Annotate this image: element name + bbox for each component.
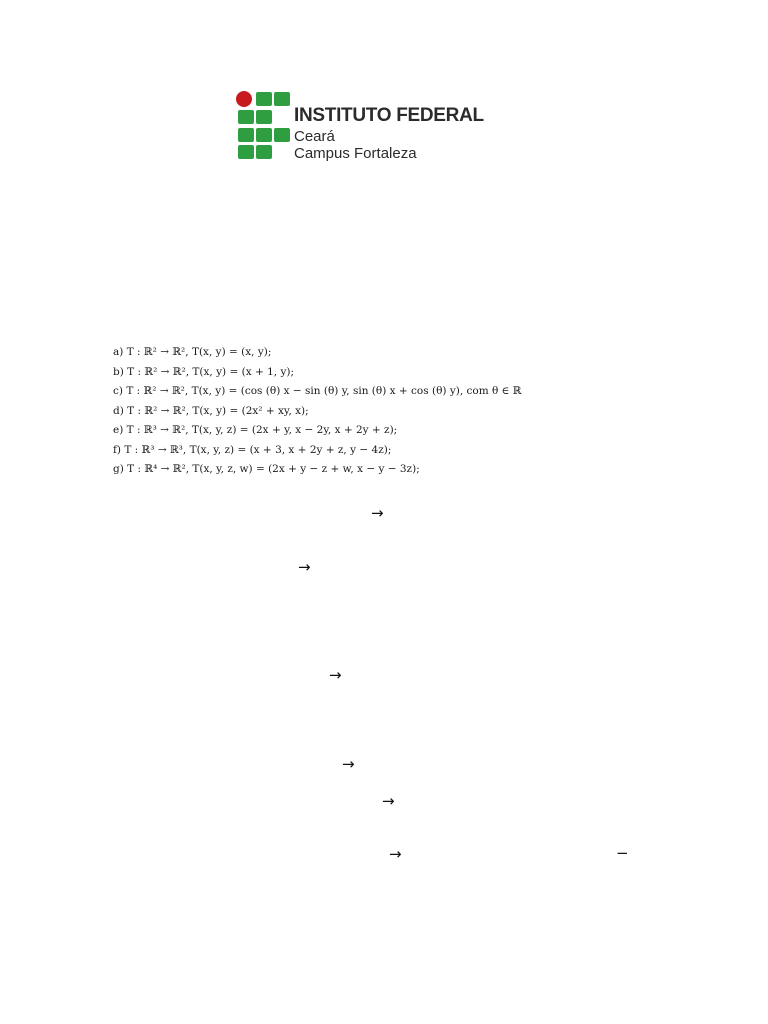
arrow-icon: →: [371, 504, 384, 522]
logo-square: [274, 128, 290, 142]
arrow-icon: →: [298, 558, 311, 576]
arrow-icon: →: [329, 666, 342, 684]
logo-square: [238, 145, 254, 159]
exercise-item: [113, 402, 633, 422]
exercise-text: T : ℝ³ → ℝ³, T(x, y, z) = (x + 3, x + 2y + z, y − 4z);: [124, 443, 392, 456]
if-logo-icon: [236, 91, 300, 161]
logo-square: [238, 128, 254, 142]
arrow-icon: →: [389, 845, 402, 863]
exercise-label: b): [113, 365, 124, 378]
exercise-text: T : ℝ² → ℝ², T(x, y) = (cos (θ) x − sin (θ) y, sin (θ) x + cos (θ) y), com θ ∈ ℝ: [126, 385, 522, 397]
exercise-text: T : ℝ² → ℝ², T(x, y) = (x, y);: [126, 346, 272, 358]
exercise-text: T : ℝ³ → ℝ², T(x, y, z) = (2x + y, x − 2y, x + 2y + z);: [126, 424, 398, 436]
logo-square: [256, 92, 272, 106]
logo-square: [238, 110, 254, 124]
exercise-item: [113, 363, 633, 383]
logo-red-dot: [236, 91, 252, 107]
exercise-label: d): [113, 404, 124, 417]
exercise-text: T : ℝ² → ℝ², T(x, y) = (2x² + xy, x);: [127, 404, 309, 417]
exercise-text: T : ℝ⁴ → ℝ², T(x, y, z, w) = (2x + y − z + w, x − y − 3z);: [127, 463, 420, 475]
logo-square: [256, 145, 272, 159]
institution-state: Ceará: [294, 128, 335, 145]
exercise-label: f): [113, 443, 121, 456]
logo-square: [274, 92, 290, 106]
logo-square: [256, 128, 272, 142]
logo-square: [256, 110, 272, 124]
exercise-label: c): [113, 385, 123, 397]
arrow-icon: →: [342, 755, 355, 773]
exercise-item: [113, 343, 633, 363]
exercise-label: e): [113, 424, 124, 436]
exercise-list: [113, 343, 633, 480]
exercise-item: [113, 421, 633, 441]
exercise-text: T : ℝ² → ℝ², T(x, y) = (x + 1, y);: [127, 365, 295, 378]
arrow-icon: →: [382, 792, 395, 810]
exercise-item: [113, 460, 633, 480]
institution-logo: [236, 91, 496, 161]
institution-name: INSTITUTO FEDERAL: [294, 105, 484, 126]
exercise-item: [113, 441, 633, 461]
dash-mark: −: [616, 844, 629, 862]
exercise-label: a): [113, 346, 124, 358]
exercise-item: [113, 382, 633, 402]
institution-campus: Campus Fortaleza: [294, 145, 417, 162]
exercise-label: g): [113, 463, 124, 475]
